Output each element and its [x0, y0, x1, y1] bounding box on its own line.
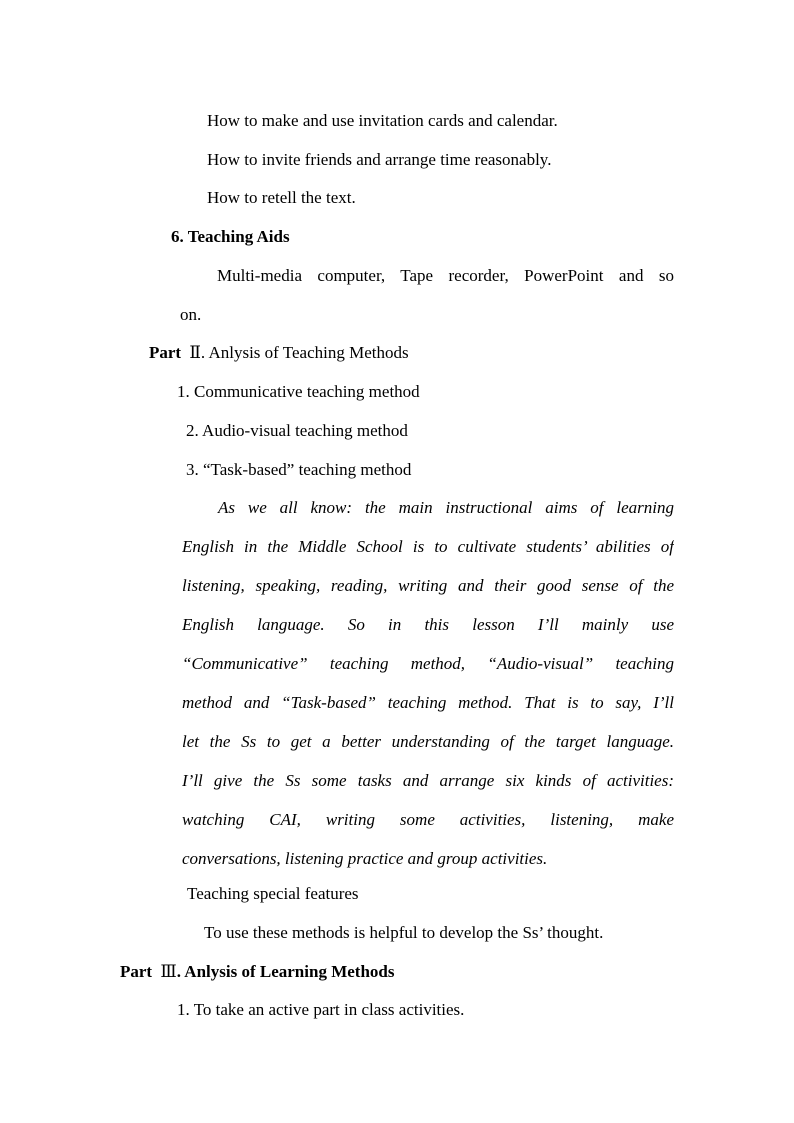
part3-title: . Anlysis of Learning Methods	[176, 962, 395, 981]
part3-label: Part	[120, 962, 153, 981]
paragraph-line: English language. So in this lesson I’ll mainly use	[182, 615, 674, 634]
paragraph-line: As we all know: the main instructional aims of learning	[218, 498, 674, 517]
part2-label: Part	[149, 343, 182, 362]
paragraph-line: I’ll give the Ss some tasks and arrange six kinds of activities:	[182, 771, 674, 790]
part2-heading	[149, 342, 409, 364]
paragraph-line: English in the Middle School is to cultivate students’ abilities of	[182, 537, 674, 556]
part2-title: . Anlysis of Teaching Methods	[200, 343, 409, 362]
paragraph-line: watching CAI, writing some activities, listening, make	[182, 810, 674, 829]
part3-heading	[120, 961, 394, 983]
method-item: 1. Communicative teaching method	[177, 382, 420, 401]
part3-numeral: Ⅲ	[160, 962, 177, 981]
paragraph-line: conversations, listening practice and group activities.	[182, 849, 548, 868]
learning-method-item: 1. To take an active part in class activities.	[177, 1000, 465, 1019]
method-item: 2. Audio-visual teaching method	[186, 421, 408, 440]
features-heading: Teaching special features	[187, 884, 359, 903]
methods-paragraph	[182, 497, 674, 887]
method-item: 3. “Task-based” teaching method	[186, 460, 412, 479]
features-text: To use these methods is helpful to develop the Ss’ thought.	[204, 923, 604, 942]
teaching-aids-text: Multi-media computer, Tape recorder, PowerPoint and so	[217, 266, 674, 285]
objective-item: How to make and use invitation cards and calendar.	[207, 111, 558, 130]
teaching-aids-text-cont: on.	[180, 305, 202, 324]
part2-numeral: Ⅱ	[189, 343, 201, 362]
paragraph-line: “Communicative” teaching method, “Audio-visual” teaching	[182, 654, 674, 673]
objective-item: How to invite friends and arrange time reasonably.	[207, 150, 552, 169]
paragraph-line: method and “Task-based” teaching method. That is to say, I’ll	[182, 693, 674, 712]
objective-item: How to retell the text.	[207, 188, 356, 207]
paragraph-line: listening, speaking, reading, writing and their good sense of the	[182, 576, 674, 595]
teaching-aids-heading: 6. Teaching Aids	[171, 227, 290, 246]
paragraph-line: let the Ss to get a better understanding of the target language.	[182, 732, 674, 751]
